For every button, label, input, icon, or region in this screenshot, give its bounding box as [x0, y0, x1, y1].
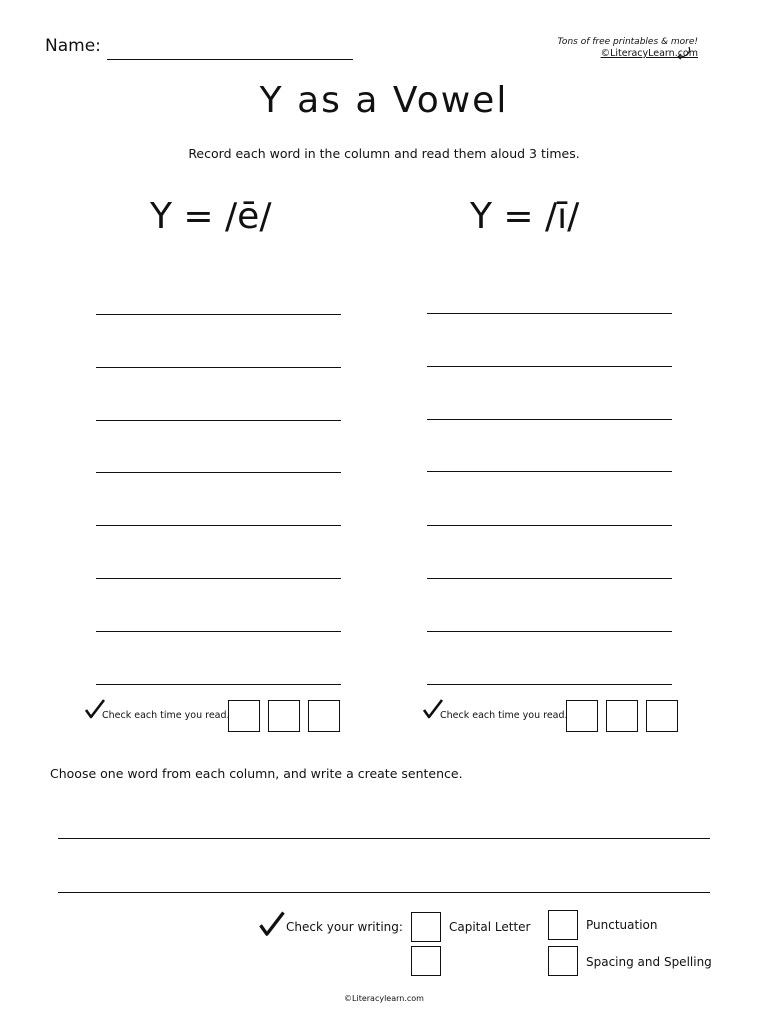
read-checkbox-3[interactable]: [308, 700, 340, 732]
write-line[interactable]: [427, 471, 672, 472]
write-line[interactable]: [427, 631, 672, 632]
name-label: Name:: [45, 36, 101, 56]
column-heading-long-e: Y = /ē/: [150, 196, 272, 237]
read-check-label: Check each time you read.: [440, 710, 568, 721]
write-line[interactable]: [96, 367, 341, 368]
footer-credit: ©Literacylearn.com: [344, 994, 424, 1003]
capital-letter-checkbox[interactable]: [411, 912, 441, 942]
extra-checkbox[interactable]: [411, 946, 441, 976]
name-write-line[interactable]: [107, 59, 353, 60]
page-title: Y as a Vowel: [259, 80, 509, 121]
write-line[interactable]: [96, 525, 341, 526]
write-line[interactable]: [427, 419, 672, 420]
instructions: Record each word in the column and read them aloud 3 times.: [188, 146, 580, 161]
column-heading-long-i: Y = /ī/: [470, 196, 580, 237]
read-checkbox-3[interactable]: [646, 700, 678, 732]
read-check-row-left: [84, 700, 344, 734]
read-checkbox-2[interactable]: [268, 700, 300, 732]
spacing-spelling-label: Spacing and Spelling: [586, 955, 712, 969]
writing-check-label: Check your writing:: [286, 920, 403, 934]
checkmark-icon: [258, 910, 286, 938]
write-line[interactable]: [427, 578, 672, 579]
sentence-write-line[interactable]: [58, 892, 710, 893]
write-line[interactable]: [427, 684, 672, 685]
write-line[interactable]: [96, 578, 341, 579]
read-check-label: Check each time you read.: [102, 710, 230, 721]
read-check-row-right: [422, 700, 682, 734]
curved-arrow-icon: [676, 46, 692, 60]
read-checkbox-1[interactable]: [228, 700, 260, 732]
spacing-spelling-checkbox[interactable]: [548, 946, 578, 976]
credit-block: [528, 36, 698, 60]
sentence-prompt: Choose one word from each column, and write a create sentence.: [50, 766, 463, 781]
write-line[interactable]: [427, 525, 672, 526]
credit-site: ©LiteracyLearn.com: [600, 48, 698, 59]
write-line[interactable]: [96, 314, 341, 315]
punctuation-checkbox[interactable]: [548, 910, 578, 940]
write-line[interactable]: [96, 631, 341, 632]
credit-tagline: Tons of free printables & more!: [557, 37, 698, 47]
punctuation-label: Punctuation: [586, 918, 658, 932]
write-line[interactable]: [96, 472, 341, 473]
write-line[interactable]: [96, 684, 341, 685]
write-line[interactable]: [96, 420, 341, 421]
read-checkbox-2[interactable]: [606, 700, 638, 732]
capital-letter-label: Capital Letter: [449, 920, 531, 934]
write-line[interactable]: [427, 366, 672, 367]
write-line[interactable]: [427, 313, 672, 314]
read-checkbox-1[interactable]: [566, 700, 598, 732]
sentence-write-line[interactable]: [58, 838, 710, 839]
